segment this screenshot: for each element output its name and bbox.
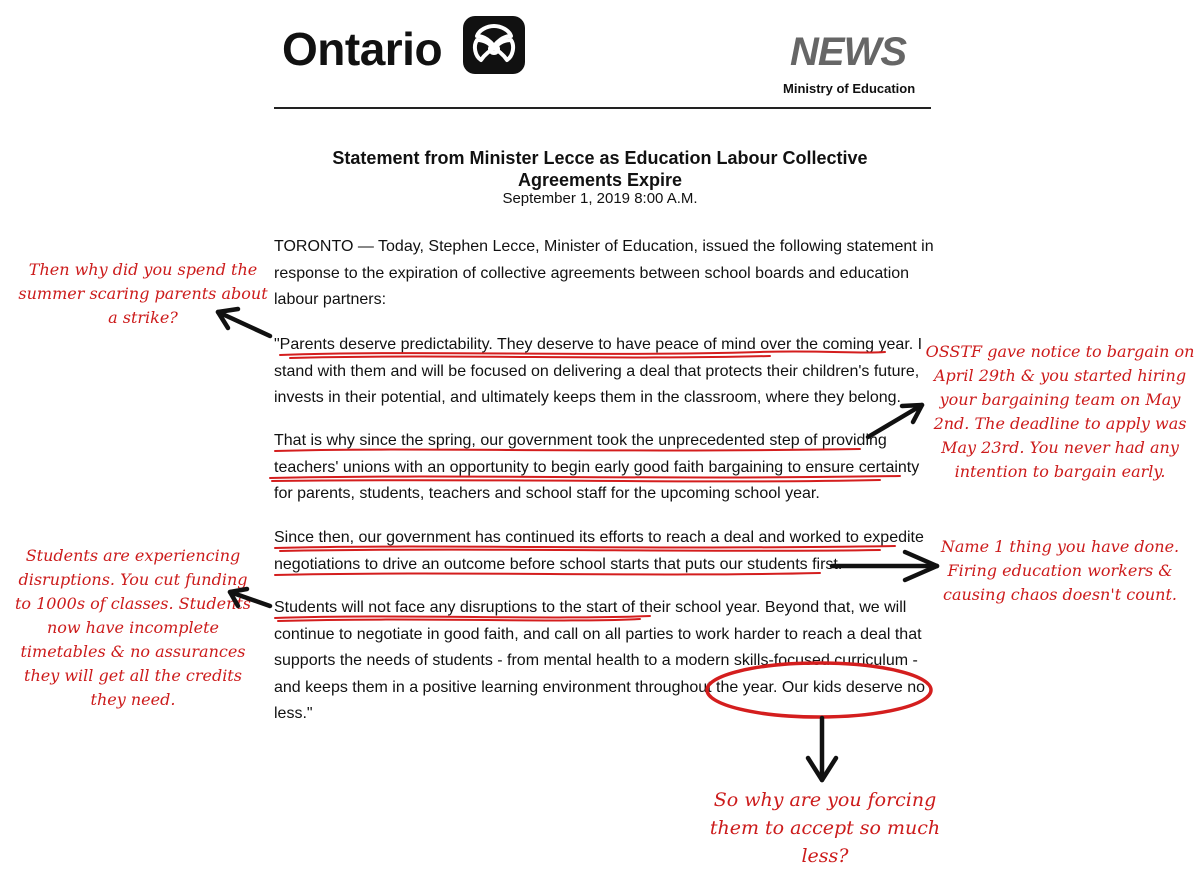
paragraph-quote-2: That is why since the spring, our government took the unprecedented step of providing teachers' unions with an opportunity to begin early good faith bargaining to ensure certainty for parents, students, teachers and school staff for the upcoming school year. <box>274 432 920 502</box>
title-line-1: Statement from Minister Lecce as Education Labour Collective <box>332 148 868 168</box>
paragraph-quote-4: Students will not face any disruptions to the start of their school year. Beyond that, we will continue to negotiate in good faith, and call on all parties to work harder to reach a deal that supports the needs of students - from mental health to a modern skills-focused curriculum - and keeps them in a positive learning environment throughout the year. Our kids deserve no less." <box>274 599 926 722</box>
header-divider <box>274 107 931 109</box>
paragraph-quote-3: Since then, our government has continued its efforts to reach a deal and worked to expedite negotiations to drive an outcome before school starts that puts our students first. <box>274 529 924 573</box>
release-dateline: September 1, 2019 8:00 A.M. <box>502 190 698 207</box>
news-label: NEWS <box>790 30 906 74</box>
paragraph-intro: TORONTO — Today, Stephen Lecce, Minister of Education, issued the following statement in response to the expiration of collective agreements between school boards and education labour partners: <box>274 238 934 308</box>
ontario-trillium-logo-icon <box>463 16 525 74</box>
release-title <box>260 147 940 191</box>
ministry-label: Ministry of Education <box>783 81 916 96</box>
annotation-summer-strike: Then why did you spend the summer scaring parents about a strike? <box>18 260 268 327</box>
annotation-name-one-thing: Name 1 thing you have done. Firing education workers & causing chaos doesn't count. <box>940 537 1180 604</box>
ontario-wordmark: Ontario <box>282 23 443 75</box>
annotation-disruptions: Students are experiencing disruptions. You cut funding to 1000s of classes. Students now have incomplete timetables & no assurances they will get all the credits they need. <box>14 546 252 709</box>
annotation-osstf-notice: OSSTF gave notice to bargain on April 29th & you started hiring your bargaining team on May 2nd. The deadline to apply was May 23rd. You never had any intention to bargain early. <box>925 342 1195 481</box>
title-line-2: Agreements Expire <box>517 170 683 190</box>
annotation-forcing-less: So why are you forcing them to accept so much less? <box>709 789 941 867</box>
paragraph-quote-1: "Parents deserve predictability. They deserve to have peace of mind over the coming year. I stand with them and will be focused on delivering a deal that protects their children's future, invests in their potential, and ultimately keeps them in the classroom, where they belong. <box>274 336 923 406</box>
